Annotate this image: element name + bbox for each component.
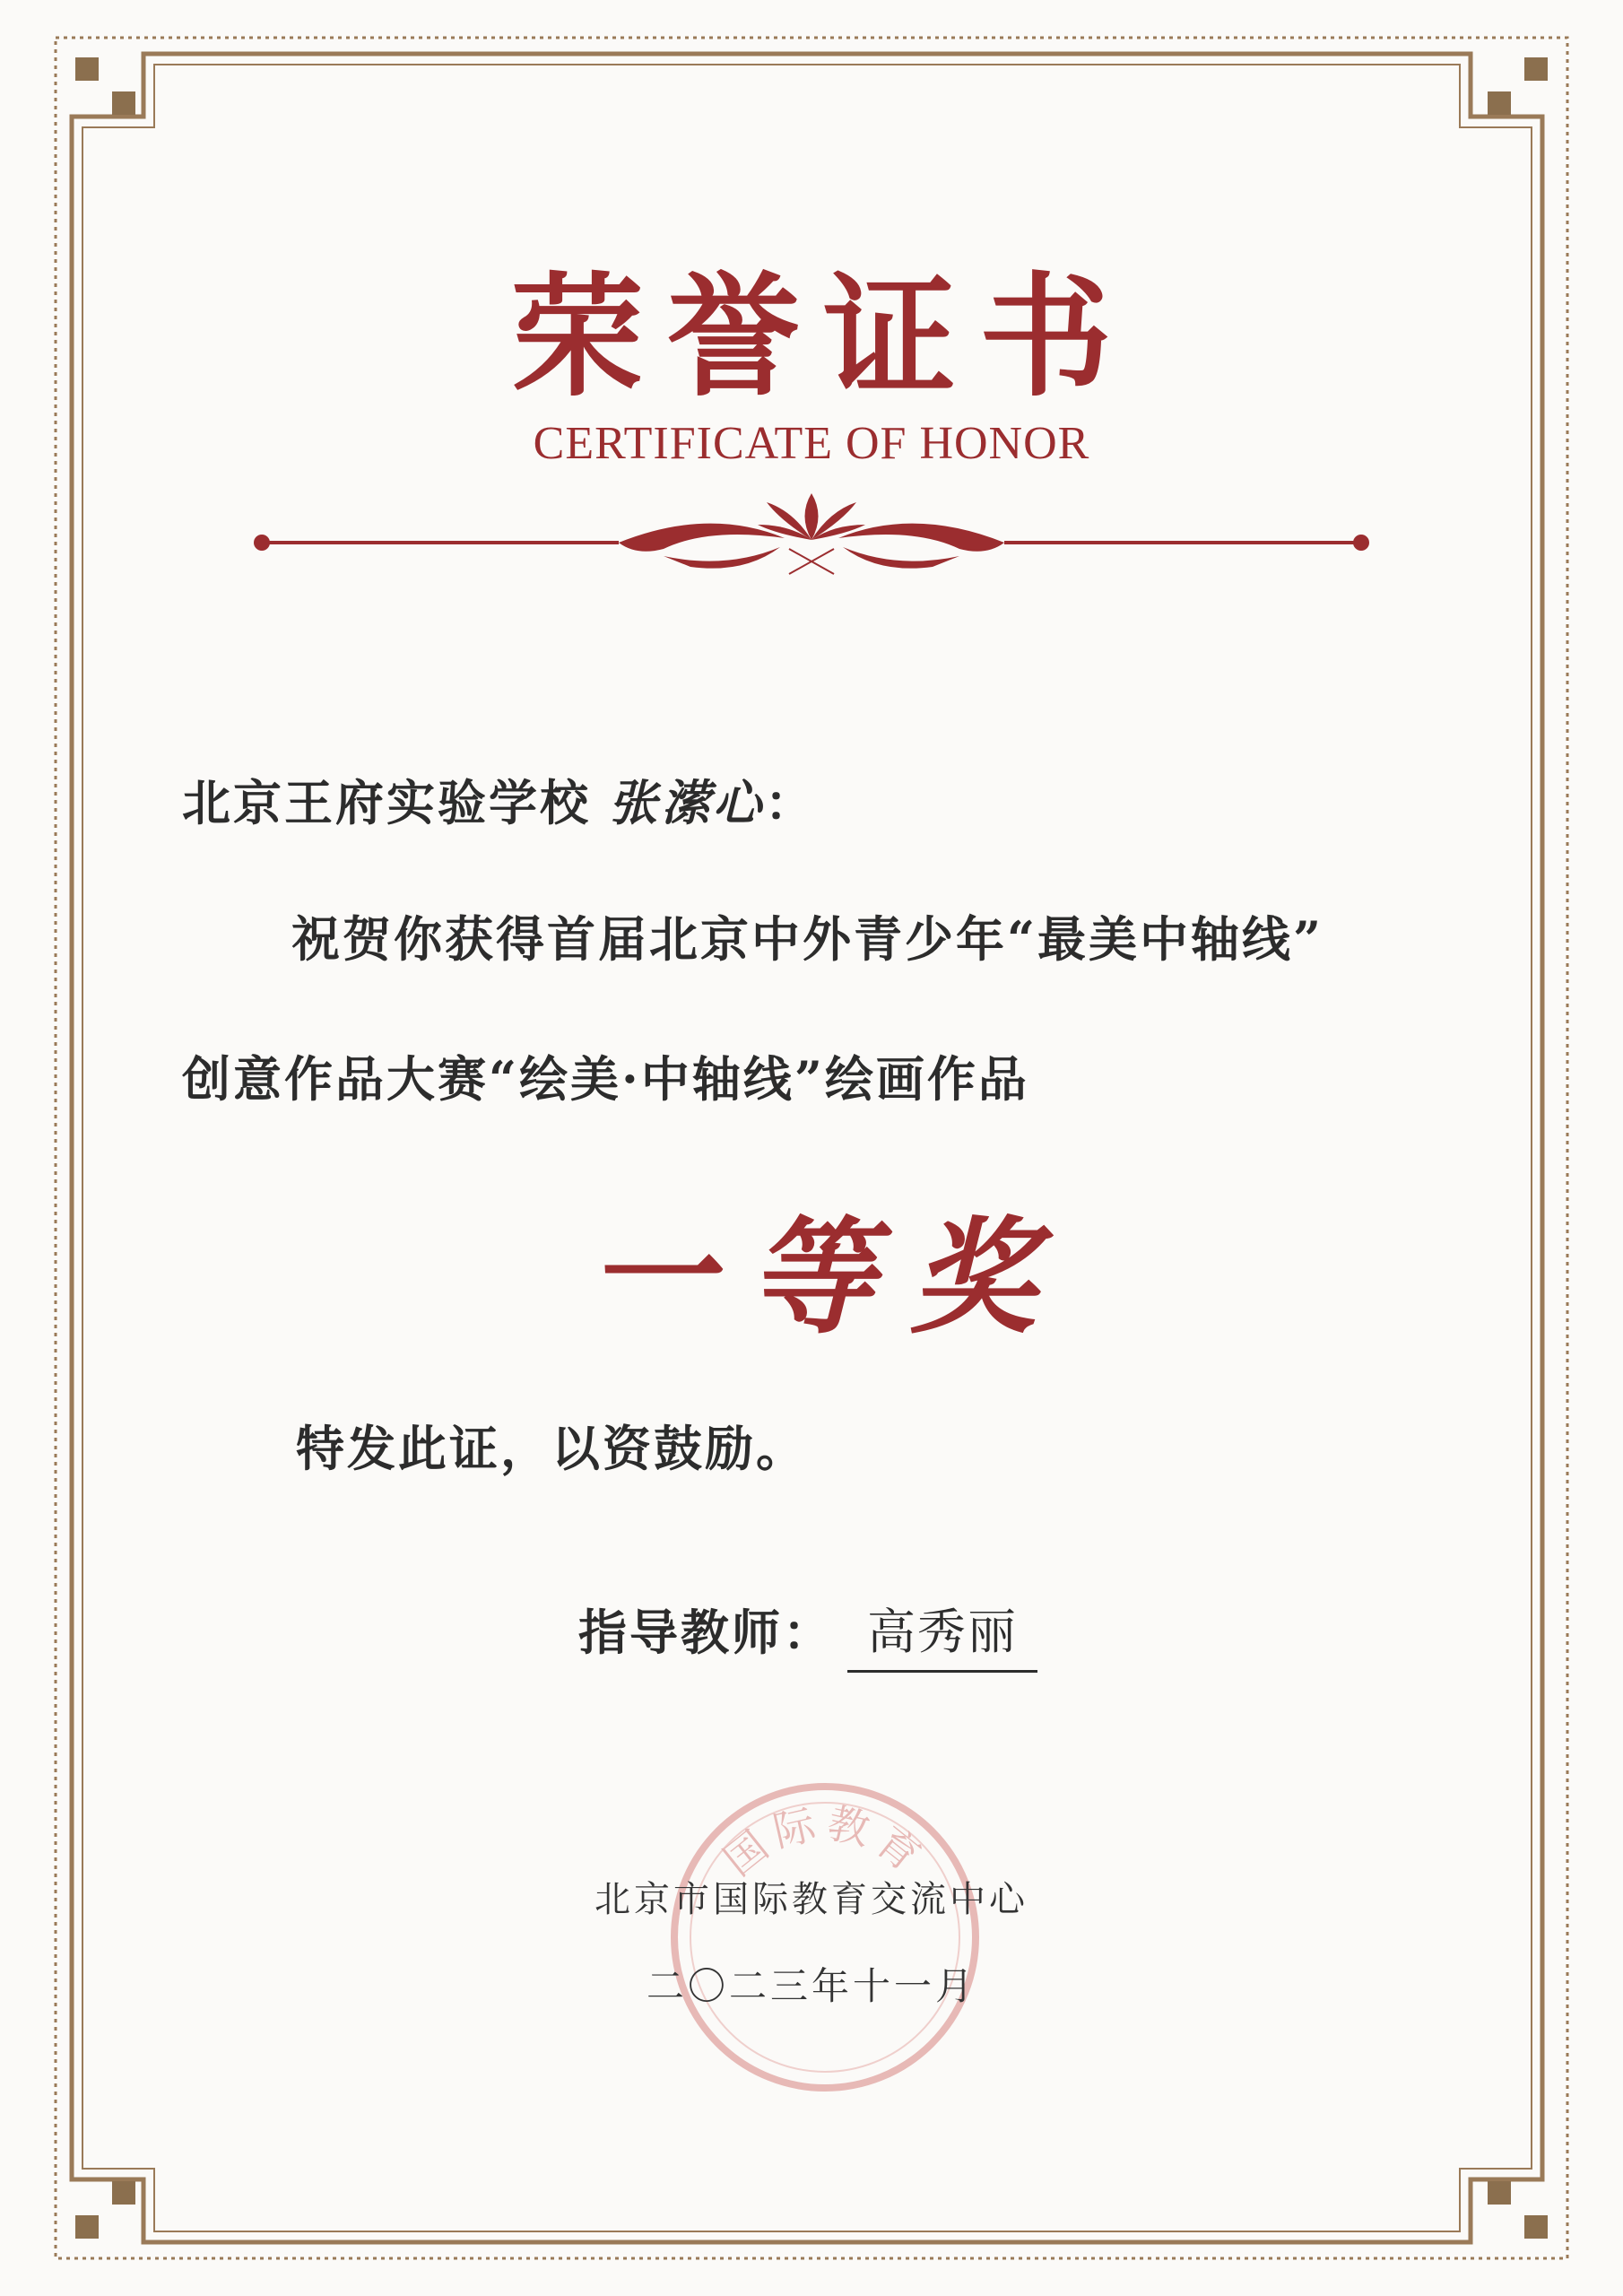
svg-text:国际教育: 国际教育 xyxy=(715,1798,935,1885)
congratulation-line-2: 创意作品大赛“绘美·中轴线”绘画作品 xyxy=(182,1050,1029,1108)
recipient-name: 张潆心 xyxy=(609,774,765,831)
teacher-label: 指导教师： xyxy=(578,1604,834,1661)
certificate-title: 荣誉证书 xyxy=(511,258,1135,414)
award-title: 一等奖 xyxy=(586,1205,1072,1352)
official-seal-icon xyxy=(664,1776,986,2099)
issuing-organization: 北京市国际教育交流中心 xyxy=(595,1879,1028,1920)
recipient-line xyxy=(182,771,816,834)
floral-divider-icon xyxy=(242,484,1381,583)
issue-date: 二〇二三年十一月 xyxy=(646,1964,976,2008)
certificate-subtitle: CERTIFICATE OF HONOR xyxy=(533,418,1090,469)
recipient-school: 北京王府实验学校 xyxy=(182,774,591,831)
teacher-name: 高秀丽 xyxy=(867,1604,1018,1660)
closing-statement: 特发此证，以资鼓励。 xyxy=(296,1420,807,1477)
teacher-name-underline xyxy=(847,1670,1037,1673)
congratulation-line-1: 祝贺你获得首届北京中外青少年“最美中轴线” xyxy=(291,910,1324,968)
recipient-colon: ： xyxy=(765,774,816,831)
